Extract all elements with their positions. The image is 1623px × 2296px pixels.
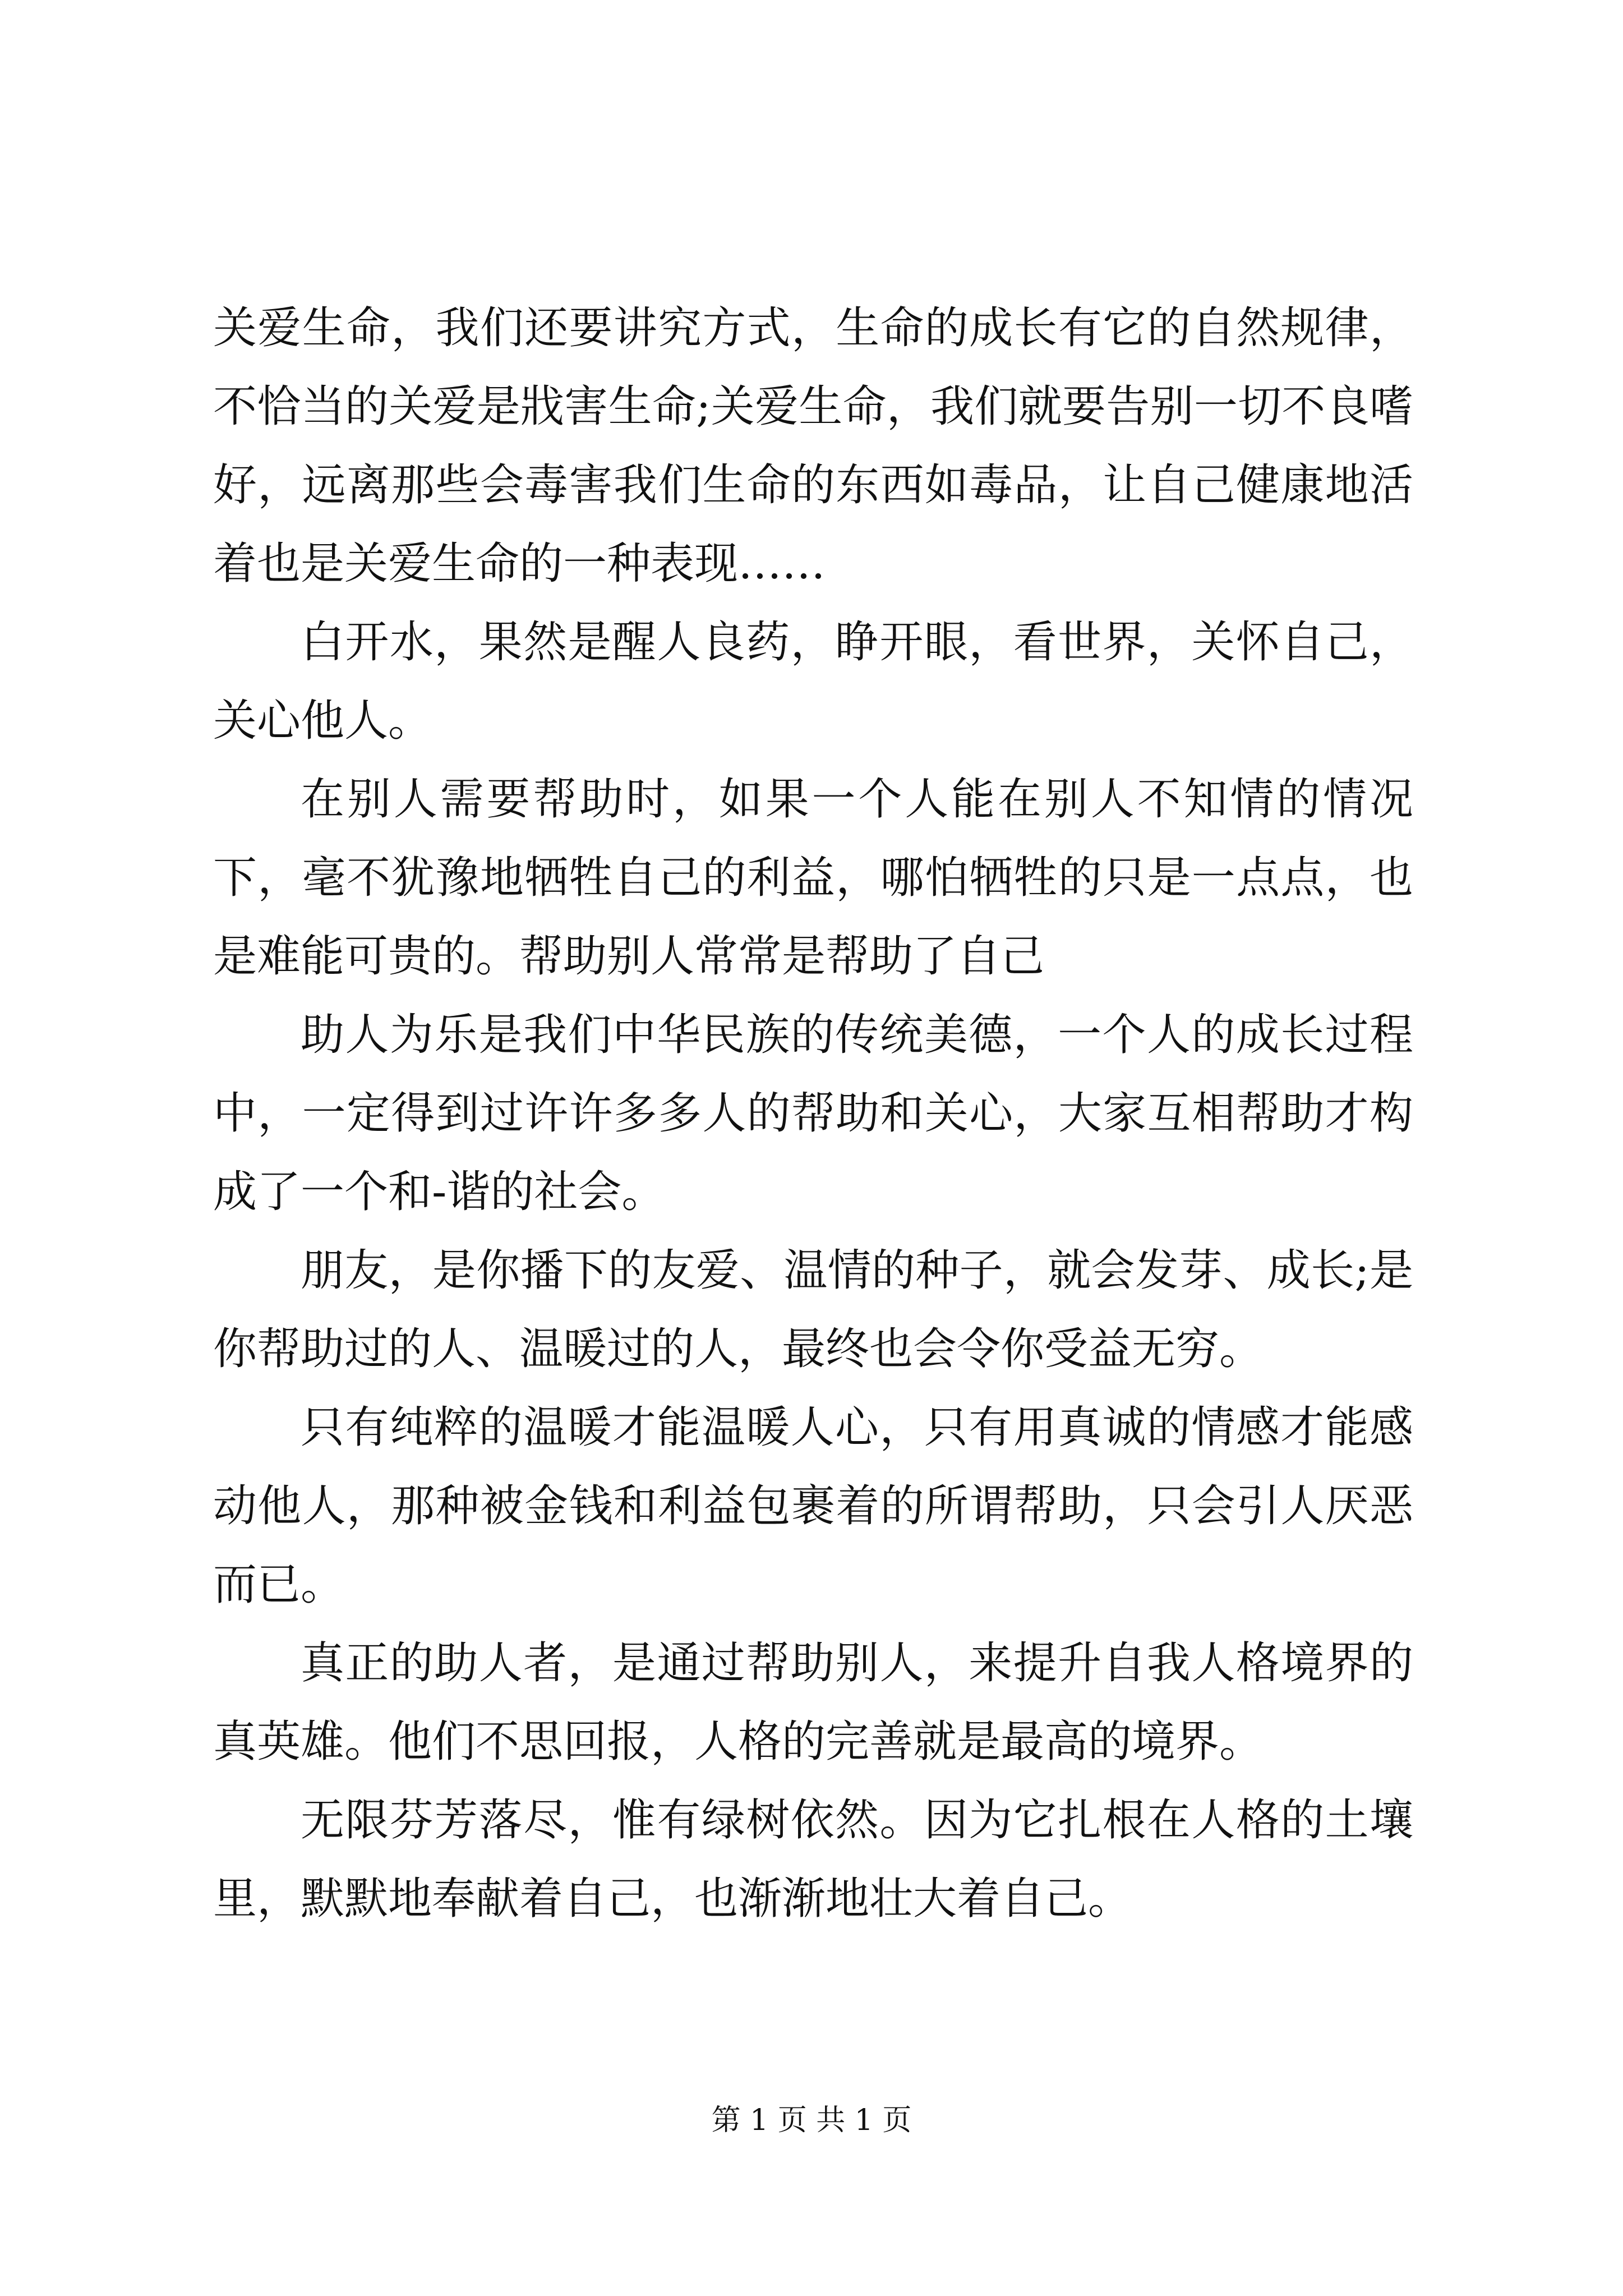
- paragraph: 只有纯粹的温暖才能温暖人心，只有用真诚的情感才能感动他人，那种被金钱和利益包裹着的所谓帮助，只会引人厌恶而已。: [213, 1402, 1413, 1610]
- paragraph: 助人为乐是我们中华民族的传统美德，一个人的成长过程中，一定得到过许许多多人的帮助和关心，大家互相帮助才构成了一个和-谐的社会。: [213, 1010, 1413, 1217]
- paragraph: 无限芬芳落尽，惟有绿树依然。因为它扎根在人格的土壤里，默默地奉献着自己，也渐渐地壮大着自己。: [213, 1795, 1413, 1924]
- page-number-footer: 第 1 页 共 1 页: [711, 2104, 912, 2137]
- paragraph-continued: 关爱生命，我们还要讲究方式，生命的成长有它的自然规律，不恰当的关爱是戕害生命;关爱生命，我们就要告别一切不良嗜好，远离那些会毒害我们生命的东西如毒品，让自己健康地活着也是关爱生命的一种表现……: [213, 303, 1413, 589]
- paragraph: 白开水，果然是醒人良药，睁开眼，看世界，关怀自己，关心他人。: [213, 617, 1413, 746]
- document-body: [213, 289, 1413, 1938]
- paragraph: 真正的助人者，是通过帮助别人，来提升自我人格境界的真英雄。他们不思回报，人格的完善就是最高的境界。: [213, 1638, 1413, 1767]
- paragraph: 在别人需要帮助时，如果一个人能在别人不知情的情况下，毫不犹豫地牺牲自己的利益，哪怕牺牲的只是一点点，也是难能可贵的。帮助别人常常是帮助了自己: [213, 774, 1413, 982]
- paragraph: 朋友，是你播下的友爱、温情的种子，就会发芽、成长;是你帮助过的人、温暖过的人，最终也会令你受益无穷。: [213, 1245, 1413, 1374]
